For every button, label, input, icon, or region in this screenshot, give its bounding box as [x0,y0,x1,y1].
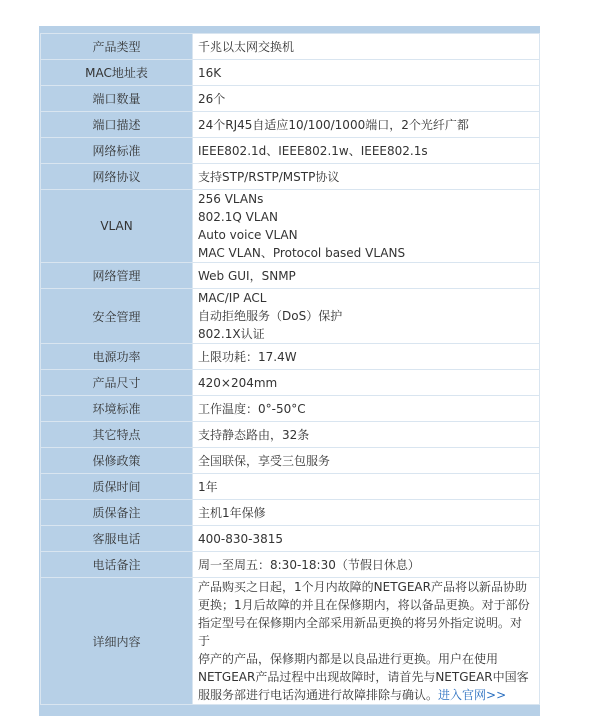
spec-label: 质保备注 [41,500,193,526]
spec-value-line: 802.1X认证 [198,327,265,341]
spec-row [41,396,540,422]
spec-value [193,34,540,60]
spec-row [41,344,540,370]
spec-value-line: Auto voice VLAN [198,228,298,242]
spec-row [41,552,540,578]
spec-value-line: 上限功耗：17.4W [198,349,297,364]
spec-value-line: 16K [198,65,222,80]
spec-value [193,500,540,526]
spec-value [193,112,540,138]
spec-value-line: 自动拒绝服务（DoS）保护 [198,309,343,323]
spec-value-line: 千兆以太网交换机 [198,39,295,54]
spec-label: 产品尺寸 [41,370,193,396]
spec-row [41,370,540,396]
spec-label: 产品类型 [41,34,193,60]
spec-label: 环境标准 [41,396,193,422]
spec-value-line: 更换；1月后故障的并且在保修期内，将以备品更换。对于部份 [198,598,530,612]
spec-value-line: 全国联保，享受三包服务 [198,453,331,468]
spec-value [193,190,540,263]
spec-label: 保修政策 [41,448,193,474]
spec-row [41,34,540,60]
spec-row [41,164,540,190]
spec-label: VLAN [41,190,193,263]
official-site-link[interactable]: 进入官网>> [438,688,507,702]
spec-label: MAC地址表 [41,60,193,86]
spec-row [41,578,540,705]
spec-label: 端口数量 [41,86,193,112]
spec-value [193,164,540,190]
spec-value-line: 420×204mm [198,375,278,390]
spec-label: 网络管理 [41,263,193,289]
spec-row [41,86,540,112]
spec-value [193,552,540,578]
spec-value [193,448,540,474]
spec-label: 客服电话 [41,526,193,552]
spec-value [193,578,540,705]
spec-label: 网络标准 [41,138,193,164]
spec-value-line: 服服务部进行电话沟通进行故障排除与确认。 [198,688,439,702]
spec-value-line: 周一至周五：8:30-18:30（节假日休息） [198,557,420,572]
spec-value-line: 支持静态路由，32条 [198,427,310,442]
spec-value-line: 802.1Q VLAN [198,210,278,224]
spec-value-line: 1年 [198,479,218,494]
spec-value [193,422,540,448]
spec-row [41,289,540,344]
spec-value-line: IEEE802.1d、IEEE802.1w、IEEE802.1s [198,143,428,158]
spec-label: 电源功率 [41,344,193,370]
spec-row [41,190,540,263]
panel-top-strip [39,26,540,33]
spec-value-line: 工作温度：0°-50°C [198,401,306,416]
spec-value-line: MAC VLAN、Protocol based VLANS [198,246,406,260]
spec-value [193,60,540,86]
spec-value [193,289,540,344]
spec-value-line: NETGEAR产品过程中出现故障时，请首先与NETGEAR中国客 [198,670,529,684]
spec-value-line: 主机1年保修 [198,505,266,520]
spec-row [41,60,540,86]
spec-value-line: 支持STP/RSTP/MSTP协议 [198,169,340,184]
spec-label: 质保时间 [41,474,193,500]
spec-row [41,526,540,552]
spec-value [193,526,540,552]
spec-value [193,138,540,164]
spec-value-line: 24个RJ45自适应10/100/1000端口，2个光纤广都 [198,117,469,132]
spec-row [41,500,540,526]
spec-value [193,370,540,396]
spec-label: 网络协议 [41,164,193,190]
spec-label: 端口描述 [41,112,193,138]
spec-value-line: 26个 [198,91,226,106]
spec-table [40,33,540,705]
spec-row [41,422,540,448]
spec-label: 安全管理 [41,289,193,344]
spec-row [41,112,540,138]
spec-value-line: 停产的产品，保修期内都是以良品进行更换。用户在使用 [198,652,499,666]
spec-value-line: MAC/IP ACL [198,291,267,305]
spec-value [193,474,540,500]
spec-value [193,344,540,370]
spec-value [193,86,540,112]
spec-value [193,396,540,422]
spec-row [41,448,540,474]
spec-value-line: 256 VLANs [198,192,264,206]
spec-label: 其它特点 [41,422,193,448]
spec-value-line: 指定型号在保修期内全部采用新品更换的将另外指定说明。对于 [198,616,523,648]
spec-label: 详细内容 [41,578,193,705]
spec-value-line: 产品购买之日起，1个月内故障的NETGEAR产品将以新品协助 [198,580,527,594]
spec-value-line: Web GUI，SNMP [198,268,296,283]
spec-label: 电话备注 [41,552,193,578]
spec-row [41,474,540,500]
spec-row [41,263,540,289]
spec-value [193,263,540,289]
spec-table-body [41,34,540,705]
spec-value-line: 400-830-3815 [198,531,284,546]
spec-panel [39,26,540,716]
spec-row [41,138,540,164]
